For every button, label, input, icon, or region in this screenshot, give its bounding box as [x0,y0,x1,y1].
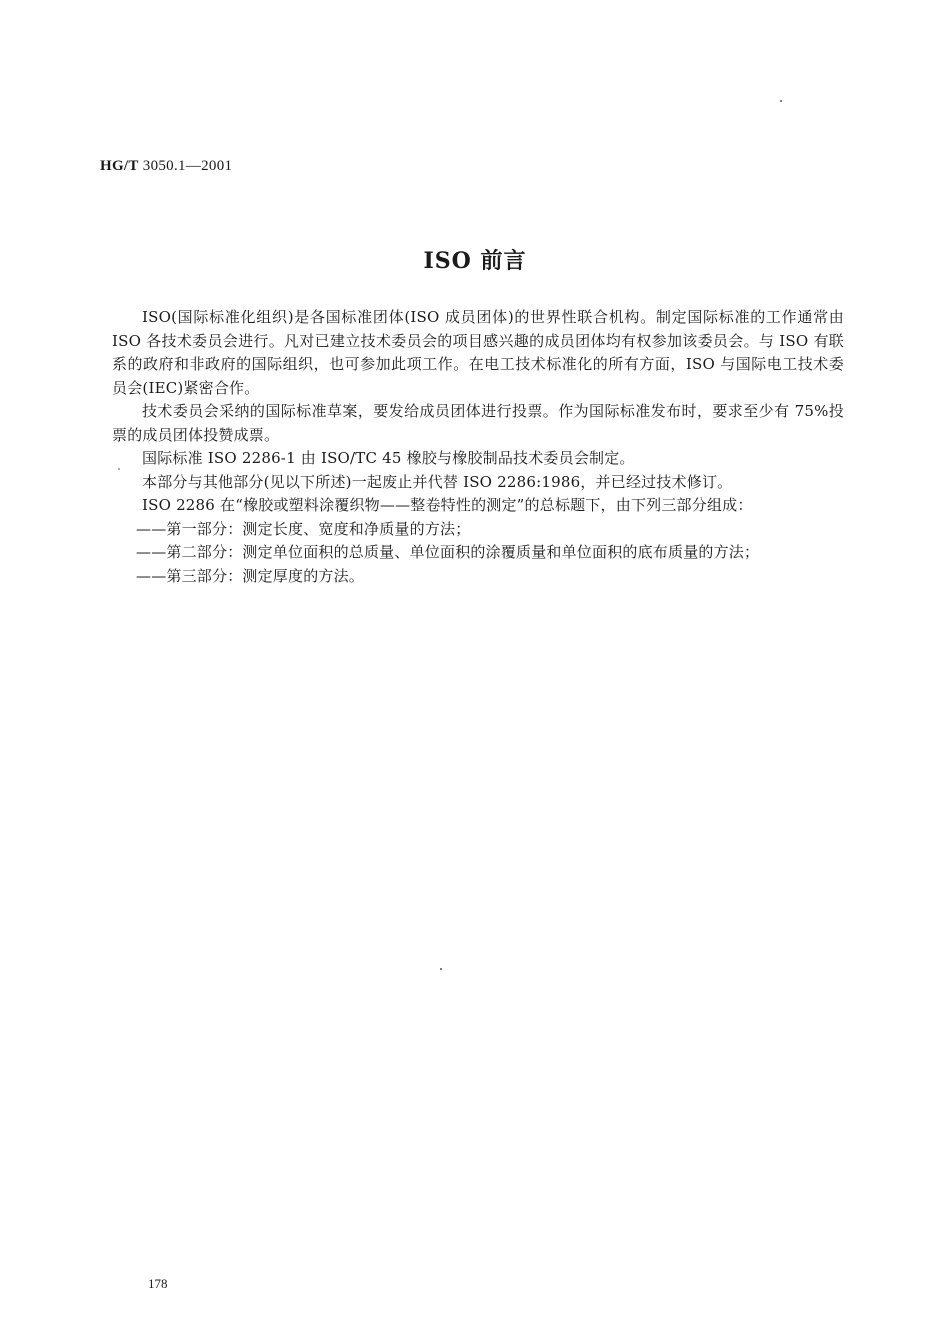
paragraph-supersedes: 本部分与其他部分(见以下所述)一起废止并代替 ISO 2286:1986，并已经过技术修订。 [142,472,733,491]
paragraph-voting: 技术委员会采纳的国际标准草案，要发给成员团体进行投票。作为国际标准发布时，要求至少有 75%投票的成员团体投赞成票。 [112,402,844,444]
scan-speck [118,468,120,470]
page-number: 178 [148,1276,168,1291]
document-header [100,158,232,175]
paragraph-parts-intro: ISO 2286 在“橡胶或塑料涂覆织物——整卷特性的测定”的总标题下，由下列三部分组成： [142,496,753,514]
list-item: ——第三部分：测定厚度的方法。 [136,566,365,585]
page-title: ISO 前言 [423,248,527,274]
paragraph-committee: 国际标准 ISO 2286-1 由 ISO/TC 45 橡胶与橡胶制品技术委员会制定。 [142,449,635,467]
paragraph-iso-intro: ISO(国际标准化组织)是各国标准团体(ISO 成员团体)的世界性联合机构。制定国际标准的工作通常由 ISO 各技术委员会进行。凡对已建立技术委员会的项目感兴趣的成员团体均有权参加该委员会。与 ISO 有联系的政府和非政府的国际组织，也可参加此项工作。在电工技术标准化的所有方面，ISO 与国际电工技术委员会(IEC)紧密合作。 [112,308,844,397]
standard-code: HG/T [100,158,139,174]
scan-speck [440,968,442,970]
scan-speck [780,100,782,102]
document-body [112,306,844,588]
list-item: ——第二部分：测定单位面积的总质量、单位面积的涂覆质量和单位面积的底布质量的方法； [136,543,760,561]
list-item: ——第一部分：测定长度、宽度和净质量的方法； [136,519,471,538]
standard-number: 3050.1—2001 [142,158,233,174]
